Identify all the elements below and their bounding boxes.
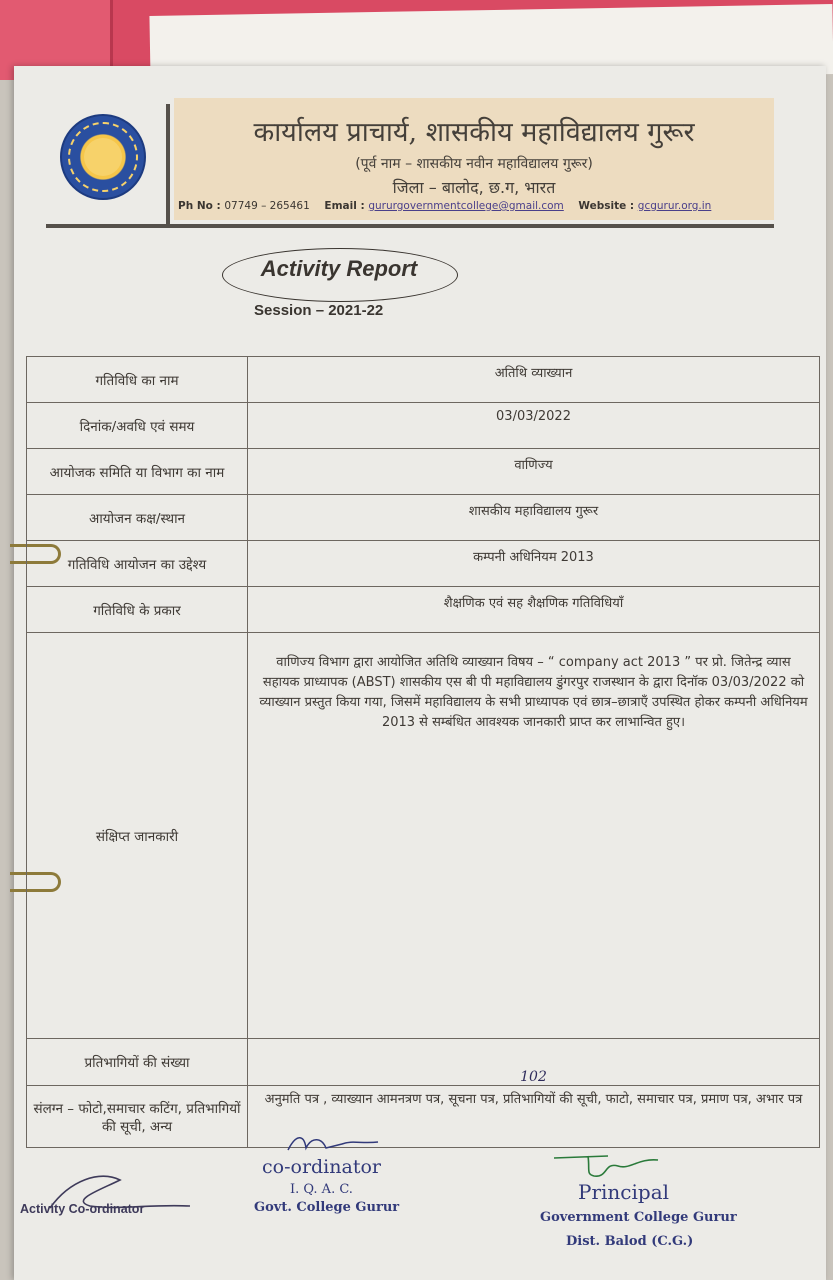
row-value: वाणिज्य	[248, 449, 820, 495]
phone-number: 07749 – 265461	[224, 200, 310, 212]
row-label: गतिविधि के प्रकार	[27, 587, 248, 633]
activity-coordinator-label: Activity Co-ordinator	[20, 1202, 145, 1216]
summary-text: वाणिज्य विभाग द्वारा आयोजित अतिथि व्याख्यान विषय – “ company act 2013 ” पर प्रो. जितेन्द्र व्यास सहायक प्राध्यापक (ABST) शासकीय एस बी पी महाविद्यालय डुंगरपुर राजस्थान के द्वारा दिनॉक 03/03/2022 को व्याख्यान प्रस्तुत किया गया, जिसमें महाविद्यालय के सभी प्राध्यापक एवं छात्र–छात्राऍं उपस्थित होकर कम्पनी अधिनियम 2013 से सम्बंधित आवश्यक जानकारी प्राप्त कर लाभान्वित हुए।	[248, 633, 820, 1039]
email-label: Email :	[324, 200, 365, 212]
phone-label: Ph No :	[178, 200, 221, 212]
table-row	[27, 1086, 820, 1148]
email-link[interactable]: gururgovernmentcollege@gmail.com	[368, 200, 564, 212]
row-value: शैक्षणिक एवं सह शैक्षणिक गतिविधियाँ	[248, 587, 820, 633]
table-row	[27, 1039, 820, 1086]
former-name: (पूर्व नाम – शासकीय नवीन महाविद्यालय गुरूर)	[355, 156, 593, 172]
row-label: आयोजन कक्ष/स्थान	[27, 495, 248, 541]
summary-label: संक्षिप्त जानकारी	[27, 633, 248, 1039]
row-value: 03/03/2022	[248, 403, 820, 449]
table-row	[27, 403, 820, 449]
iqac-name: I. Q. A. C.	[290, 1182, 353, 1197]
activity-table	[26, 356, 820, 1148]
participants-count: 102	[520, 1069, 547, 1085]
college-logo	[60, 114, 146, 200]
table-row	[27, 587, 820, 633]
table-row	[27, 633, 820, 1039]
logo-sun-icon	[84, 138, 122, 176]
attachments-value: अनुमति पत्र , व्याख्यान आमनत्रण पत्र, सूचना पत्र, प्रतिभागियों की सूची, फाटो, समाचार पत्र, प्रमाण पत्र, अभार पत्र	[248, 1086, 820, 1148]
principal-district: Dist. Balod (C.G.)	[566, 1234, 694, 1249]
row-value: कम्पनी अधिनियम 2013	[248, 541, 820, 587]
participants-cell	[248, 1039, 820, 1086]
row-value: शासकीय महाविद्यालय गुरूर	[248, 495, 820, 541]
row-label: गतिविधि आयोजन का उद्देश्य	[27, 541, 248, 587]
principal-signature-icon	[548, 1144, 678, 1184]
iqac-coordinator-role: co-ordinator	[262, 1156, 381, 1178]
principal-college: Government College Gurur	[540, 1210, 737, 1225]
website-link[interactable]: gcgurur.org.in	[637, 200, 712, 212]
row-label: गतिविधि का नाम	[27, 357, 248, 403]
table-row	[27, 357, 820, 403]
row-label: दिनांक/अवधि एवं समय	[27, 403, 248, 449]
table-row	[27, 495, 820, 541]
header-divider-horizontal	[46, 224, 774, 228]
table-row	[27, 541, 820, 587]
report-title: Activity Report	[260, 256, 418, 281]
district-line: जिला – बालोद, छ.ग, भारत	[392, 178, 556, 197]
row-label: आयोजक समिति या विभाग का नाम	[27, 449, 248, 495]
attachments-label: संलग्न – फोटो,समाचार कटिंग, प्रतिभागियों की सूची, अन्य	[27, 1086, 248, 1148]
session-label: Session – 2021-22	[254, 302, 384, 319]
website-label: Website :	[578, 200, 635, 212]
contact-line	[178, 200, 774, 212]
participants-label: प्रतिभागियों की संख्या	[27, 1039, 248, 1086]
row-value: अतिथि व्याख्यान	[248, 357, 820, 403]
office-title: कार्यालय प्राचार्य, शासकीय महाविद्यालय गुरूर	[253, 117, 695, 148]
table-row	[27, 449, 820, 495]
principal-role: Principal	[578, 1180, 670, 1204]
iqac-college: Govt. College Gurur	[254, 1200, 400, 1215]
header-divider-vertical	[166, 104, 170, 228]
